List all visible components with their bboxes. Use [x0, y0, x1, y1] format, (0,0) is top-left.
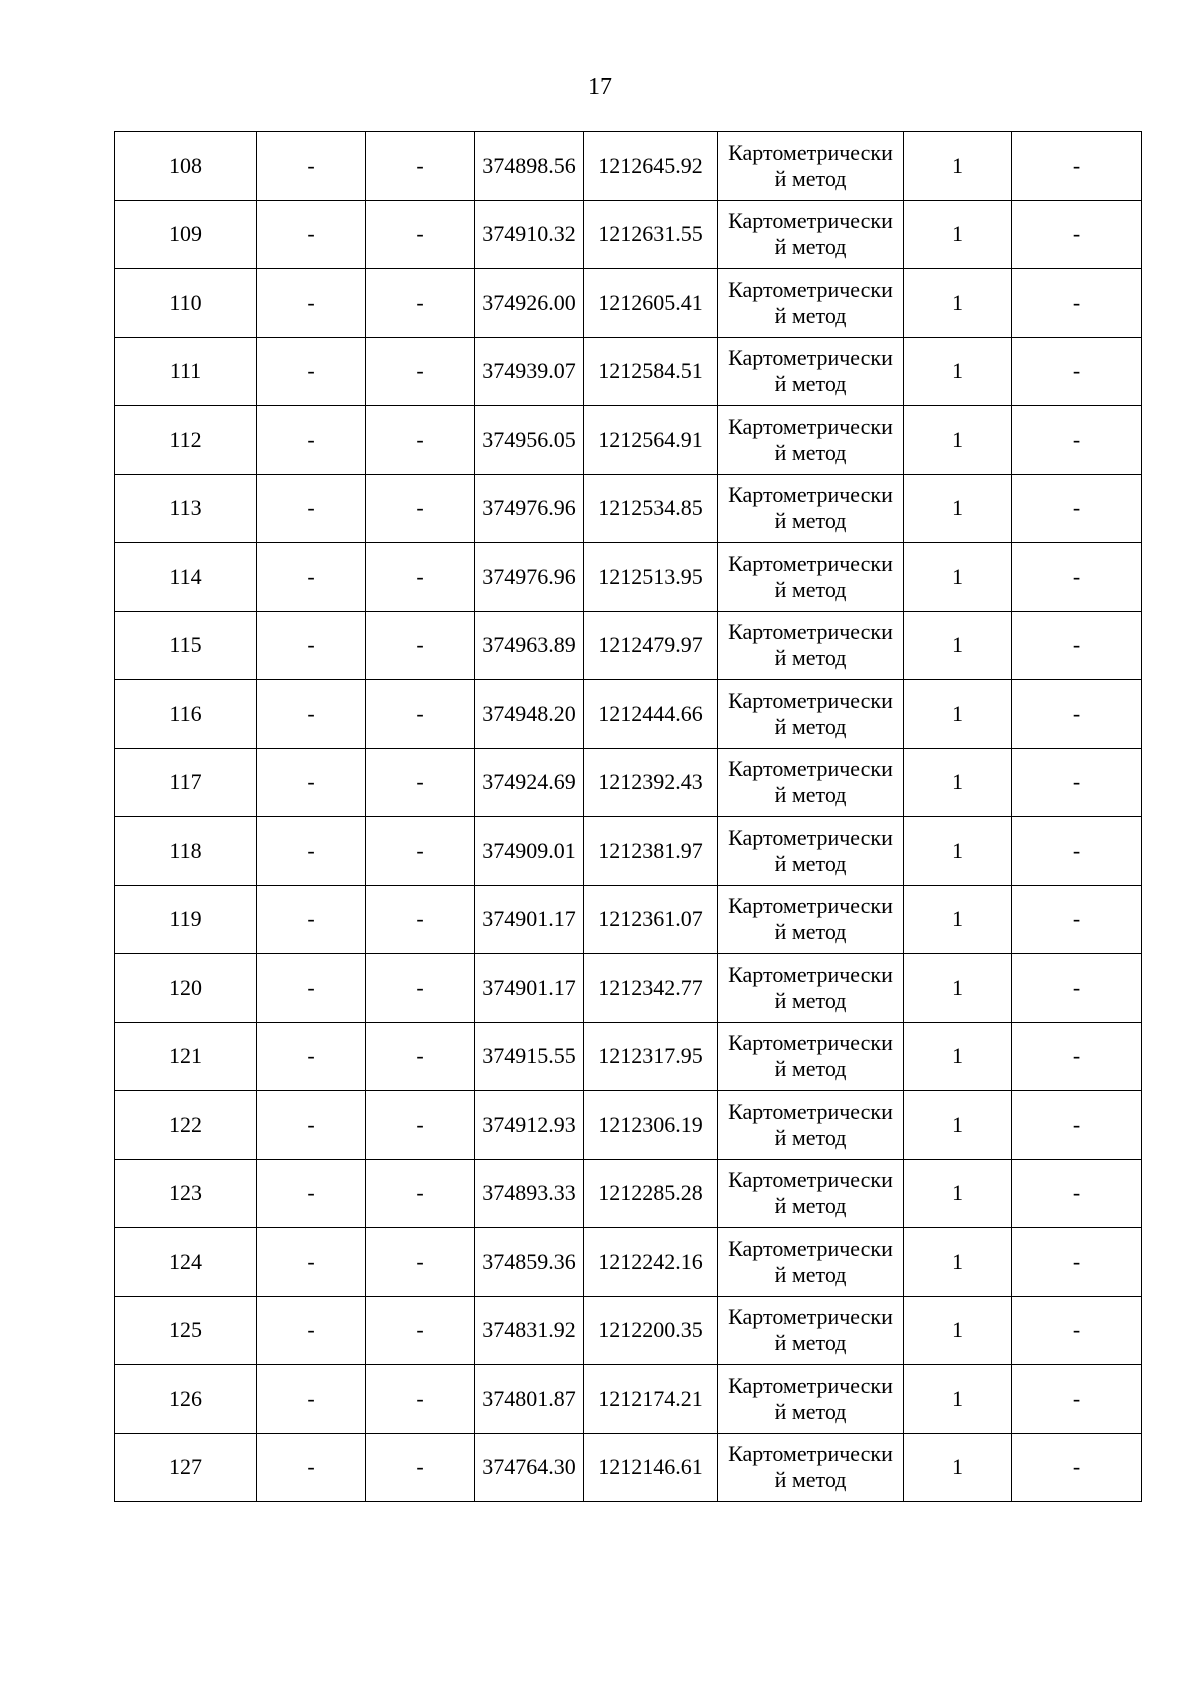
empty-value-cell: -: [366, 1296, 475, 1365]
point-number-cell: 117: [115, 748, 257, 817]
empty-value-cell: -: [257, 543, 366, 612]
empty-value-cell: -: [257, 611, 366, 680]
table-row: [115, 954, 1142, 1023]
accuracy-cell: 1: [904, 337, 1012, 406]
point-number-cell: 127: [115, 1433, 257, 1502]
method-line-1: Картометрически: [728, 893, 893, 919]
empty-value-cell: -: [366, 269, 475, 338]
table-row: [115, 337, 1142, 406]
accuracy-cell: 1: [904, 1159, 1012, 1228]
empty-value-cell: -: [366, 1433, 475, 1502]
point-number-cell: 114: [115, 543, 257, 612]
x-coordinate-cell: 374956.05: [475, 406, 584, 475]
x-coordinate-cell: 374898.56: [475, 132, 584, 201]
x-coordinate-cell: 374948.20: [475, 680, 584, 749]
x-coordinate-cell: 374901.17: [475, 954, 584, 1023]
method-cell: [718, 200, 904, 269]
page-number: 17: [588, 74, 612, 100]
empty-value-cell: -: [1012, 954, 1142, 1023]
empty-value-cell: -: [366, 543, 475, 612]
x-coordinate-cell: 374764.30: [475, 1433, 584, 1502]
method-line-1: Картометрически: [728, 1098, 893, 1124]
method-cell: [718, 1365, 904, 1434]
empty-value-cell: -: [1012, 748, 1142, 817]
method-line-1: Картометрически: [728, 1030, 893, 1056]
table-row: [115, 1022, 1142, 1091]
method-line-1: Картометрически: [728, 756, 893, 782]
empty-value-cell: -: [366, 954, 475, 1023]
method-line-2: й метод: [774, 713, 847, 739]
accuracy-cell: 1: [904, 1022, 1012, 1091]
empty-value-cell: -: [257, 748, 366, 817]
method-cell: [718, 885, 904, 954]
empty-value-cell: -: [257, 406, 366, 475]
empty-value-cell: -: [1012, 474, 1142, 543]
accuracy-cell: 1: [904, 1228, 1012, 1297]
point-number-cell: 126: [115, 1365, 257, 1434]
method-cell: [718, 1228, 904, 1297]
x-coordinate-cell: 374801.87: [475, 1365, 584, 1434]
accuracy-cell: 1: [904, 748, 1012, 817]
empty-value-cell: -: [1012, 885, 1142, 954]
empty-value-cell: -: [257, 680, 366, 749]
method-line-2: й метод: [774, 645, 847, 671]
empty-value-cell: -: [366, 200, 475, 269]
method-line-2: й метод: [774, 1398, 847, 1424]
method-line-1: Картометрически: [728, 619, 893, 645]
empty-value-cell: -: [257, 337, 366, 406]
empty-value-cell: -: [366, 1159, 475, 1228]
y-coordinate-cell: 1212564.91: [584, 406, 718, 475]
method-line-1: Картометрически: [728, 208, 893, 234]
accuracy-cell: 1: [904, 200, 1012, 269]
method-line-1: Картометрически: [728, 687, 893, 713]
point-number-cell: 122: [115, 1091, 257, 1160]
method-cell: [718, 611, 904, 680]
empty-value-cell: -: [257, 817, 366, 886]
x-coordinate-cell: 374910.32: [475, 200, 584, 269]
method-line-1: Картометрически: [728, 550, 893, 576]
empty-value-cell: -: [1012, 406, 1142, 475]
accuracy-cell: 1: [904, 1296, 1012, 1365]
method-line-1: Картометрически: [728, 824, 893, 850]
table-row: [115, 1296, 1142, 1365]
empty-value-cell: -: [366, 1091, 475, 1160]
accuracy-cell: 1: [904, 1365, 1012, 1434]
point-number-cell: 118: [115, 817, 257, 886]
empty-value-cell: -: [257, 954, 366, 1023]
empty-value-cell: -: [1012, 132, 1142, 201]
method-line-1: Картометрически: [728, 482, 893, 508]
method-line-1: Картометрически: [728, 276, 893, 302]
point-number-cell: 116: [115, 680, 257, 749]
table-row: [115, 1159, 1142, 1228]
table-row: [115, 406, 1142, 475]
y-coordinate-cell: 1212605.41: [584, 269, 718, 338]
method-line-2: й метод: [774, 1330, 847, 1356]
accuracy-cell: 1: [904, 132, 1012, 201]
method-cell: [718, 680, 904, 749]
empty-value-cell: -: [366, 474, 475, 543]
y-coordinate-cell: 1212306.19: [584, 1091, 718, 1160]
empty-value-cell: -: [1012, 1296, 1142, 1365]
x-coordinate-cell: 374924.69: [475, 748, 584, 817]
point-number-cell: 110: [115, 269, 257, 338]
accuracy-cell: 1: [904, 1091, 1012, 1160]
y-coordinate-cell: 1212361.07: [584, 885, 718, 954]
accuracy-cell: 1: [904, 817, 1012, 886]
empty-value-cell: -: [366, 1022, 475, 1091]
table-row: [115, 1365, 1142, 1434]
empty-value-cell: -: [1012, 611, 1142, 680]
table-row: [115, 200, 1142, 269]
point-number-cell: 108: [115, 132, 257, 201]
method-line-2: й метод: [774, 1193, 847, 1219]
y-coordinate-cell: 1212631.55: [584, 200, 718, 269]
empty-value-cell: -: [366, 885, 475, 954]
x-coordinate-cell: 374976.96: [475, 543, 584, 612]
method-cell: [718, 543, 904, 612]
empty-value-cell: -: [257, 1228, 366, 1297]
x-coordinate-cell: 374939.07: [475, 337, 584, 406]
method-cell: [718, 474, 904, 543]
table-row: [115, 474, 1142, 543]
point-number-cell: 121: [115, 1022, 257, 1091]
method-cell: [718, 1296, 904, 1365]
empty-value-cell: -: [257, 1091, 366, 1160]
empty-value-cell: -: [1012, 1091, 1142, 1160]
method-line-2: й метод: [774, 1124, 847, 1150]
method-cell: [718, 406, 904, 475]
method-line-1: Картометрически: [728, 139, 893, 165]
method-line-2: й метод: [774, 508, 847, 534]
table-row: [115, 680, 1142, 749]
x-coordinate-cell: 374893.33: [475, 1159, 584, 1228]
empty-value-cell: -: [257, 885, 366, 954]
empty-value-cell: -: [257, 1433, 366, 1502]
accuracy-cell: 1: [904, 1433, 1012, 1502]
y-coordinate-cell: 1212392.43: [584, 748, 718, 817]
method-line-2: й метод: [774, 165, 847, 191]
method-line-2: й метод: [774, 576, 847, 602]
accuracy-cell: 1: [904, 680, 1012, 749]
y-coordinate-cell: 1212584.51: [584, 337, 718, 406]
method-cell: [718, 817, 904, 886]
x-coordinate-cell: 374963.89: [475, 611, 584, 680]
empty-value-cell: -: [257, 1365, 366, 1434]
point-number-cell: 125: [115, 1296, 257, 1365]
method-line-2: й метод: [774, 234, 847, 260]
y-coordinate-cell: 1212479.97: [584, 611, 718, 680]
y-coordinate-cell: 1212381.97: [584, 817, 718, 886]
empty-value-cell: -: [257, 1159, 366, 1228]
y-coordinate-cell: 1212200.35: [584, 1296, 718, 1365]
x-coordinate-cell: 374976.96: [475, 474, 584, 543]
y-coordinate-cell: 1212534.85: [584, 474, 718, 543]
point-number-cell: 123: [115, 1159, 257, 1228]
x-coordinate-cell: 374859.36: [475, 1228, 584, 1297]
x-coordinate-cell: 374926.00: [475, 269, 584, 338]
empty-value-cell: -: [1012, 269, 1142, 338]
empty-value-cell: -: [1012, 1365, 1142, 1434]
method-cell: [718, 1022, 904, 1091]
method-cell: [718, 954, 904, 1023]
table-row: [115, 748, 1142, 817]
table-row: [115, 1091, 1142, 1160]
accuracy-cell: 1: [904, 954, 1012, 1023]
y-coordinate-cell: 1212285.28: [584, 1159, 718, 1228]
empty-value-cell: -: [1012, 200, 1142, 269]
table-row: [115, 132, 1142, 201]
method-line-1: Картометрически: [728, 1304, 893, 1330]
table-body: [115, 132, 1142, 1502]
method-line-1: Картометрически: [728, 413, 893, 439]
method-cell: [718, 748, 904, 817]
method-line-2: й метод: [774, 1056, 847, 1082]
accuracy-cell: 1: [904, 885, 1012, 954]
method-line-2: й метод: [774, 919, 847, 945]
empty-value-cell: -: [366, 611, 475, 680]
coordinates-table: [114, 131, 1142, 1502]
empty-value-cell: -: [1012, 817, 1142, 886]
empty-value-cell: -: [257, 1022, 366, 1091]
empty-value-cell: -: [1012, 337, 1142, 406]
table-row: [115, 885, 1142, 954]
method-line-2: й метод: [774, 850, 847, 876]
method-cell: [718, 1433, 904, 1502]
empty-value-cell: -: [366, 337, 475, 406]
empty-value-cell: -: [366, 748, 475, 817]
x-coordinate-cell: 374831.92: [475, 1296, 584, 1365]
method-line-1: Картометрически: [728, 1372, 893, 1398]
method-line-2: й метод: [774, 302, 847, 328]
method-line-1: Картометрически: [728, 345, 893, 371]
method-line-1: Картометрически: [728, 1441, 893, 1467]
method-line-1: Картометрически: [728, 961, 893, 987]
y-coordinate-cell: 1212645.92: [584, 132, 718, 201]
method-cell: [718, 132, 904, 201]
table-row: [115, 1228, 1142, 1297]
empty-value-cell: -: [1012, 543, 1142, 612]
point-number-cell: 124: [115, 1228, 257, 1297]
y-coordinate-cell: 1212146.61: [584, 1433, 718, 1502]
table-row: [115, 817, 1142, 886]
method-line-2: й метод: [774, 439, 847, 465]
y-coordinate-cell: 1212174.21: [584, 1365, 718, 1434]
method-line-1: Картометрически: [728, 1235, 893, 1261]
table-row: [115, 269, 1142, 338]
point-number-cell: 113: [115, 474, 257, 543]
empty-value-cell: -: [1012, 1022, 1142, 1091]
point-number-cell: 120: [115, 954, 257, 1023]
y-coordinate-cell: 1212317.95: [584, 1022, 718, 1091]
empty-value-cell: -: [257, 474, 366, 543]
point-number-cell: 115: [115, 611, 257, 680]
empty-value-cell: -: [366, 680, 475, 749]
empty-value-cell: -: [257, 132, 366, 201]
empty-value-cell: -: [1012, 1433, 1142, 1502]
accuracy-cell: 1: [904, 474, 1012, 543]
accuracy-cell: 1: [904, 269, 1012, 338]
y-coordinate-cell: 1212513.95: [584, 543, 718, 612]
x-coordinate-cell: 374915.55: [475, 1022, 584, 1091]
accuracy-cell: 1: [904, 611, 1012, 680]
empty-value-cell: -: [366, 1365, 475, 1434]
table-row: [115, 1433, 1142, 1502]
y-coordinate-cell: 1212342.77: [584, 954, 718, 1023]
method-line-2: й метод: [774, 371, 847, 397]
empty-value-cell: -: [257, 200, 366, 269]
empty-value-cell: -: [366, 817, 475, 886]
method-cell: [718, 337, 904, 406]
accuracy-cell: 1: [904, 543, 1012, 612]
empty-value-cell: -: [366, 1228, 475, 1297]
method-cell: [718, 269, 904, 338]
accuracy-cell: 1: [904, 406, 1012, 475]
method-line-2: й метод: [774, 1467, 847, 1493]
empty-value-cell: -: [1012, 680, 1142, 749]
empty-value-cell: -: [257, 269, 366, 338]
x-coordinate-cell: 374909.01: [475, 817, 584, 886]
method-line-2: й метод: [774, 987, 847, 1013]
method-line-2: й метод: [774, 1261, 847, 1287]
method-line-2: й метод: [774, 782, 847, 808]
x-coordinate-cell: 374901.17: [475, 885, 584, 954]
method-cell: [718, 1091, 904, 1160]
y-coordinate-cell: 1212242.16: [584, 1228, 718, 1297]
table-row: [115, 543, 1142, 612]
x-coordinate-cell: 374912.93: [475, 1091, 584, 1160]
empty-value-cell: -: [1012, 1159, 1142, 1228]
empty-value-cell: -: [257, 1296, 366, 1365]
y-coordinate-cell: 1212444.66: [584, 680, 718, 749]
empty-value-cell: -: [366, 132, 475, 201]
table-row: [115, 611, 1142, 680]
method-line-1: Картометрически: [728, 1167, 893, 1193]
empty-value-cell: -: [366, 406, 475, 475]
point-number-cell: 111: [115, 337, 257, 406]
point-number-cell: 112: [115, 406, 257, 475]
method-cell: [718, 1159, 904, 1228]
point-number-cell: 119: [115, 885, 257, 954]
empty-value-cell: -: [1012, 1228, 1142, 1297]
point-number-cell: 109: [115, 200, 257, 269]
